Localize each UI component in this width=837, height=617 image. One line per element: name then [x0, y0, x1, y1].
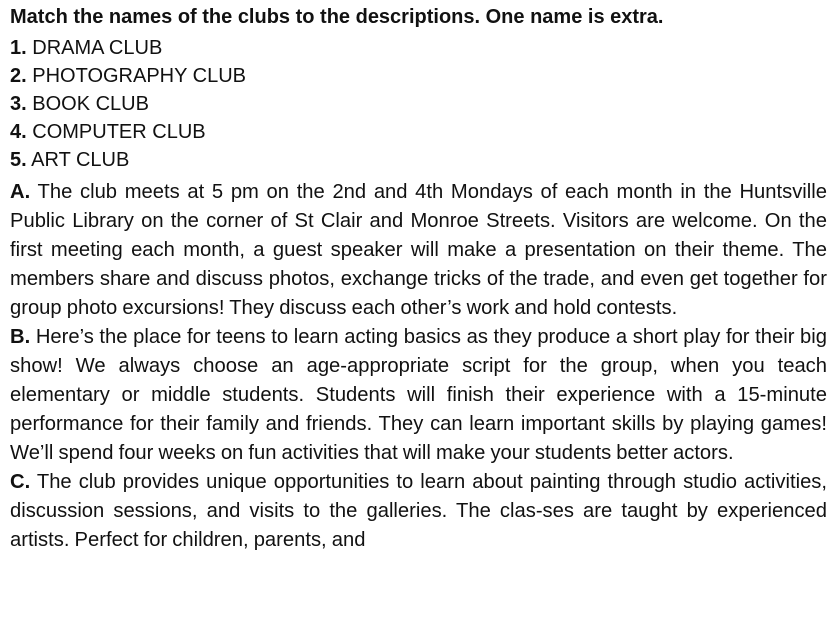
description-letter: B.: [10, 326, 31, 348]
club-item-book: [10, 90, 827, 118]
club-item-photography: [10, 62, 827, 90]
description-letter: A.: [10, 181, 31, 203]
club-name: BOOK CLUB: [32, 93, 149, 115]
club-name: COMPUTER CLUB: [32, 121, 206, 143]
club-name: ART CLUB: [31, 149, 130, 171]
description-text: The club meets at 5 pm on the 2nd and 4th Mondays of each month in the Huntsville Public Library on the corner of St Clair and Monroe Streets. Visitors are welcome. On the first meeting each month, a guest speaker will make a presentation on their theme. The members share and discuss photos, exchange tricks of the trade, and even get together for group photo excursions! They discuss each other’s work and hold contests.: [10, 181, 827, 319]
club-number: 4.: [10, 121, 27, 143]
description-a: [10, 178, 827, 323]
club-number: 5.: [10, 149, 27, 171]
club-number: 1.: [10, 37, 27, 59]
description-text: Here’s the place for teens to learn acting basics as they produce a short play for their big show! We always choose an age-appropriate script for the group, when you teach elementary or middle students. Students will finish their experience with a 15-minute performance for their family and friends. They can learn important skills by playing games! We’ll spend four weeks on fun activities that will make your students better actors.: [10, 326, 827, 464]
club-item-drama: [10, 34, 827, 62]
club-number: 2.: [10, 65, 27, 87]
club-item-computer: [10, 118, 827, 146]
club-name: DRAMA CLUB: [32, 37, 163, 59]
club-number: 3.: [10, 93, 27, 115]
club-name: PHOTOGRAPHY CLUB: [32, 65, 247, 87]
club-list: [10, 34, 827, 174]
description-letter: C.: [10, 471, 31, 493]
description-text: The club provides unique opportunities to learn about painting through studio activities, discussion sessions, and visits to the galleries. The clas-ses are taught by experienced artists. Perfect for children, parents, and: [10, 471, 827, 551]
club-item-art: [10, 146, 827, 174]
description-b: [10, 323, 827, 468]
description-c: [10, 468, 827, 555]
instruction-heading: Match the names of the clubs to the descriptions. One name is extra.: [10, 6, 664, 28]
